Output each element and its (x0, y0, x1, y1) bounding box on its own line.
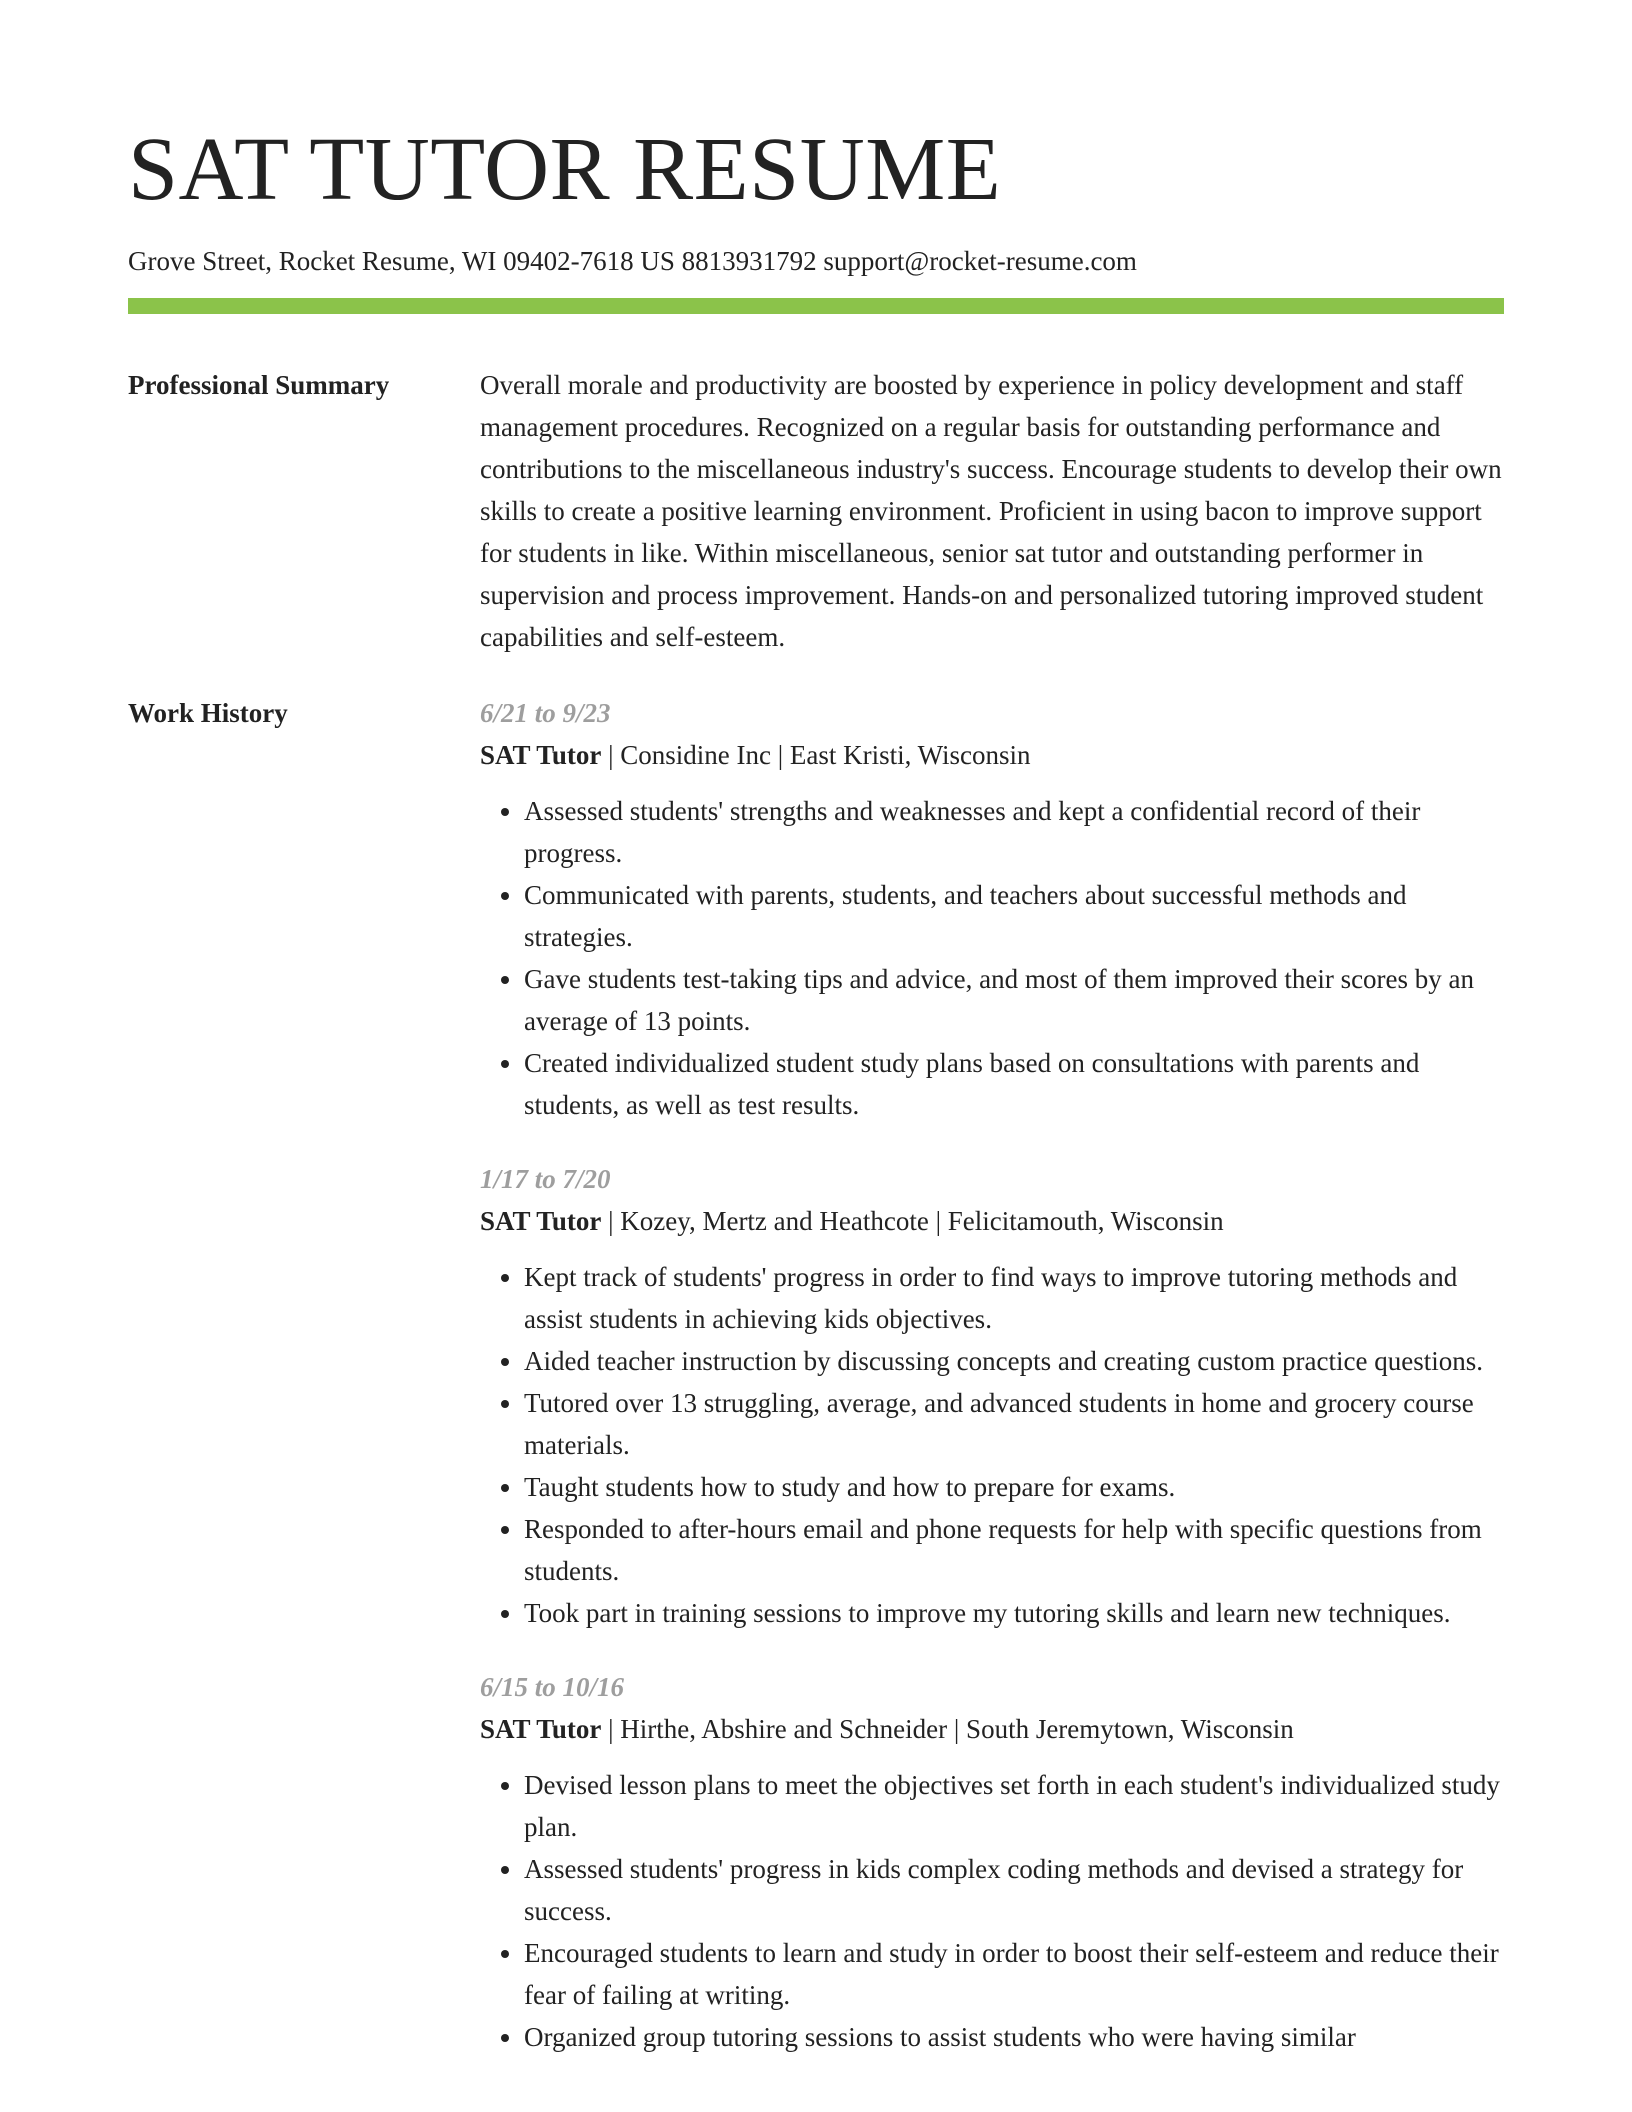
resume-title: SAT TUTOR RESUME (128, 120, 1002, 219)
job-bullet: • Encouraged students to learn and study in order to boost their self-esteem and reduce their fear of failing at writing. (524, 1932, 1504, 2016)
job-employer-location: | Hirthe, Abshire and Schneider | South Jeremytown, Wisconsin (601, 1714, 1294, 1744)
job-bullet: • Organized group tutoring sessions to assist students who were having similar (524, 2016, 1504, 2058)
contact-line: Grove Street, Rocket Resume, WI 09402-7618 US 8813931792 support@rocket-resume.com (128, 246, 1137, 276)
resume-page (128, 118, 1504, 2090)
job-dates: 1/17 to 7/20 (480, 1164, 611, 1194)
job-heading (480, 1200, 1504, 1242)
professional-summary-section (128, 364, 1504, 658)
job-entry (480, 1158, 1504, 1634)
job-bullet: • Gave students test-taking tips and advice, and most of them improved their scores by an average of 13 points. (524, 958, 1504, 1042)
job-dates: 6/21 to 9/23 (480, 698, 611, 728)
job-employer-location: | Kozey, Mertz and Heathcote | Felicitamouth, Wisconsin (601, 1206, 1224, 1236)
job-employer-location: | Considine Inc | East Kristi, Wisconsin (601, 740, 1031, 770)
job-bullet: • Tutored over 13 struggling, average, and advanced students in home and grocery course materials. (524, 1382, 1504, 1466)
job-heading (480, 734, 1504, 776)
accent-divider (128, 298, 1504, 314)
work-history-section (128, 692, 1504, 2090)
job-title: SAT Tutor (480, 1714, 602, 1744)
job-bullet: • Created individualized student study plans based on consultations with parents and students, as well as test results. (524, 1042, 1504, 1126)
job-bullet: • Devised lesson plans to meet the objectives set forth in each student's individualized study plan. (524, 1764, 1504, 1848)
job-bullet-list (480, 1764, 1504, 2058)
section-label-professional-summary: Professional Summary (128, 370, 390, 400)
job-bullet: • Assessed students' strengths and weaknesses and kept a confidential record of their progress. (524, 790, 1504, 874)
job-bullet: • Responded to after-hours email and phone requests for help with specific questions from students. (524, 1508, 1504, 1592)
job-heading (480, 1708, 1504, 1750)
job-bullet: • Kept track of students' progress in order to find ways to improve tutoring methods and assist students in achieving kids objectives. (524, 1256, 1504, 1340)
summary-text: Overall morale and productivity are boosted by experience in policy development and staff management procedures. Recognized on a regular basis for outstanding performance and contributions to the miscellaneous industry's success. Encourage students to develop their own skills to create a positive learning environment. Proficient in using bacon to improve support for students in like. Within miscellaneous, senior sat tutor and outstanding performer in supervision and process improvement. Hands-on and personalized tutoring improved student capabilities and self-esteem. (480, 370, 1502, 652)
job-title: SAT Tutor (480, 1206, 602, 1236)
section-label-work-history: Work History (128, 698, 288, 728)
job-entry (480, 1666, 1504, 2058)
summary-body (480, 364, 1504, 658)
work-history-body (480, 692, 1504, 2090)
job-bullet: • Communicated with parents, students, and teachers about successful methods and strategies. (524, 874, 1504, 958)
job-dates: 6/15 to 10/16 (480, 1672, 625, 1702)
job-bullet-list (480, 1256, 1504, 1634)
job-entry (480, 692, 1504, 1126)
job-title: SAT Tutor (480, 740, 602, 770)
job-bullet: • Aided teacher instruction by discussing concepts and creating custom practice questions. (524, 1340, 1504, 1382)
job-bullet: • Took part in training sessions to improve my tutoring skills and learn new techniques. (524, 1592, 1504, 1634)
job-bullet: • Taught students how to study and how to prepare for exams. (524, 1466, 1504, 1508)
job-bullet-list (480, 790, 1504, 1126)
job-bullet: • Assessed students' progress in kids complex coding methods and devised a strategy for success. (524, 1848, 1504, 1932)
